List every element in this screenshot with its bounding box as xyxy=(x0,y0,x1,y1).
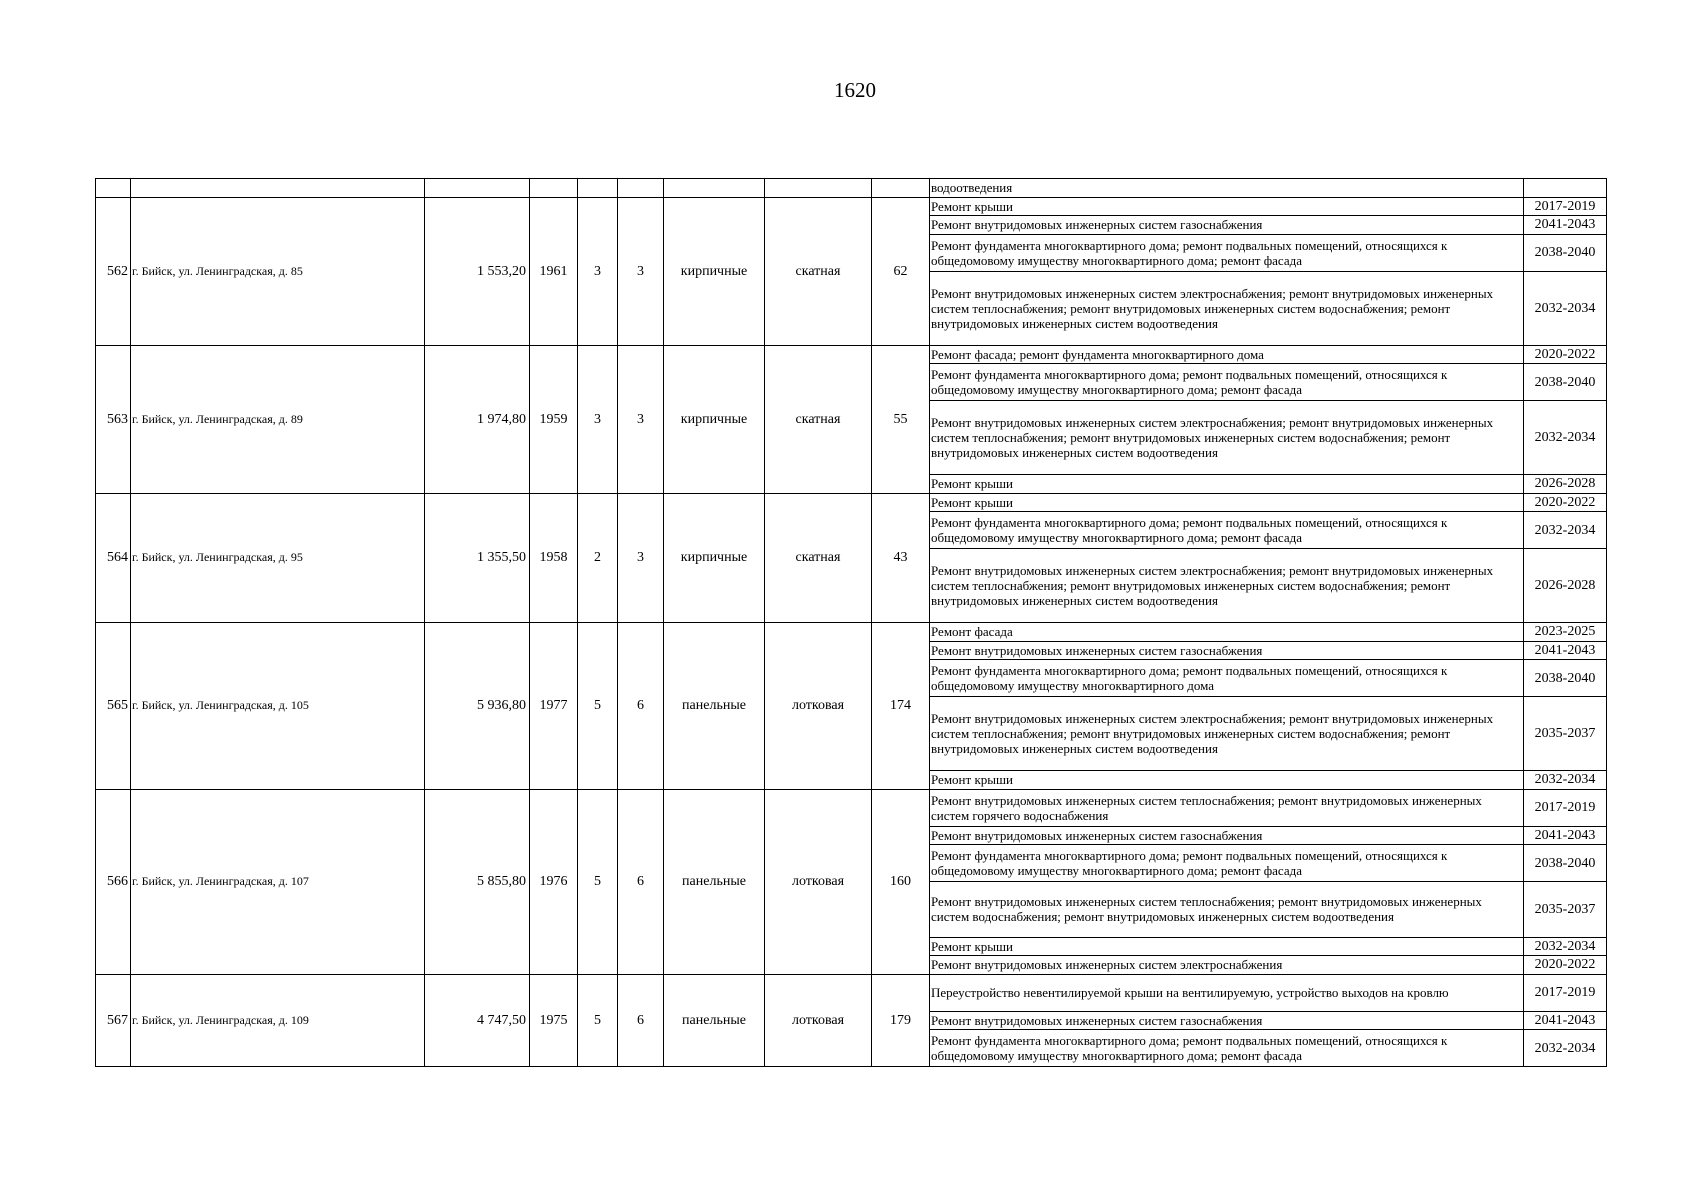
work-cell: Ремонт внутридомовых инженерных систем газоснабжения xyxy=(930,826,1524,845)
work-cell: Ремонт крыши xyxy=(930,493,1524,512)
walls-cell: панельные xyxy=(664,789,765,974)
floors-cell: 3 xyxy=(578,197,618,345)
period-cell: 2032-2034 xyxy=(1524,401,1607,475)
work-cell: Ремонт крыши xyxy=(930,937,1524,956)
period-cell: 2038-2040 xyxy=(1524,234,1607,271)
roof-cell: скатная xyxy=(765,345,872,493)
empty-cell xyxy=(765,179,872,198)
table-row xyxy=(96,345,1607,364)
capital-repair-table xyxy=(95,178,1607,1067)
work-cell: Ремонт фасада; ремонт фундамента многоквартирного дома xyxy=(930,345,1524,364)
address-cell: г. Бийск, ул. Ленинградская, д. 109 xyxy=(131,974,425,1067)
entrances-cell: 6 xyxy=(618,789,664,974)
area-cell: 4 747,50 xyxy=(425,974,530,1067)
address-cell: г. Бийск, ул. Ленинградская, д. 107 xyxy=(131,789,425,974)
walls-cell: кирпичные xyxy=(664,197,765,345)
area-cell: 1 553,20 xyxy=(425,197,530,345)
period-cell: 2032-2034 xyxy=(1524,512,1607,549)
empty-cell xyxy=(872,179,930,198)
address-cell: г. Бийск, ул. Ленинградская, д. 105 xyxy=(131,623,425,790)
work-cell: Ремонт фундамента многоквартирного дома; ремонт подвальных помещений, относящихся к общедомовому имуществу многоквартирного дома; ремонт фасада xyxy=(930,512,1524,549)
walls-cell: панельные xyxy=(664,974,765,1067)
empty-cell xyxy=(618,179,664,198)
period-cell: 2020-2022 xyxy=(1524,956,1607,975)
residents-cell: 62 xyxy=(872,197,930,345)
work-cell: Ремонт фасада xyxy=(930,623,1524,642)
work-cell: Ремонт внутридомовых инженерных систем электроснабжения xyxy=(930,956,1524,975)
period-cell: 2032-2034 xyxy=(1524,271,1607,345)
work-cell: Ремонт фундамента многоквартирного дома; ремонт подвальных помещений, относящихся к общедомовому имуществу многоквартирного дома; ремонт фасада xyxy=(930,1030,1524,1067)
year-cell: 1959 xyxy=(530,345,578,493)
roof-cell: скатная xyxy=(765,197,872,345)
row-number: 567 xyxy=(96,974,131,1067)
residents-cell: 43 xyxy=(872,493,930,623)
period-cell: 2023-2025 xyxy=(1524,623,1607,642)
floors-cell: 2 xyxy=(578,493,618,623)
row-number: 563 xyxy=(96,345,131,493)
row-number: 566 xyxy=(96,789,131,974)
period-cell: 2038-2040 xyxy=(1524,660,1607,697)
work-cell: Ремонт внутридомовых инженерных систем электроснабжения; ремонт внутридомовых инженерных систем теплоснабжения; ремонт внутридомовых инженерных систем водоснабжения; ремонт внутридомовых инженерных систем водоотведения xyxy=(930,401,1524,475)
address-cell: г. Бийск, ул. Ленинградская, д. 85 xyxy=(131,197,425,345)
area-cell: 5 855,80 xyxy=(425,789,530,974)
period-cell: 2032-2034 xyxy=(1524,1030,1607,1067)
walls-cell: кирпичные xyxy=(664,493,765,623)
entrances-cell: 3 xyxy=(618,493,664,623)
residents-cell: 55 xyxy=(872,345,930,493)
period-cell: 2038-2040 xyxy=(1524,845,1607,882)
work-cell: Ремонт внутридомовых инженерных систем теплоснабжения; ремонт внутридомовых инженерных систем водоснабжения; ремонт внутридомовых инженерных систем водоотведения xyxy=(930,882,1524,938)
work-cell: Ремонт внутридомовых инженерных систем газоснабжения xyxy=(930,641,1524,660)
address-cell: г. Бийск, ул. Ленинградская, д. 95 xyxy=(131,493,425,623)
period-cell: 2038-2040 xyxy=(1524,364,1607,401)
floors-cell: 5 xyxy=(578,623,618,790)
work-cell: Переустройство невентилируемой крыши на вентилируемую, устройство выходов на кровлю xyxy=(930,974,1524,1011)
period-cell: 2032-2034 xyxy=(1524,771,1607,790)
work-cell: Ремонт фундамента многоквартирного дома; ремонт подвальных помещений, относящихся к общедомовому имуществу многоквартирного дома xyxy=(930,660,1524,697)
work-cell: Ремонт внутридомовых инженерных систем электроснабжения; ремонт внутридомовых инженерных систем теплоснабжения; ремонт внутридомовых инженерных систем водоснабжения; ремонт внутридомовых инженерных систем водоотведения xyxy=(930,271,1524,345)
period-cell: 2041-2043 xyxy=(1524,216,1607,235)
address-cell: г. Бийск, ул. Ленинградская, д. 89 xyxy=(131,345,425,493)
period-cell: 2035-2037 xyxy=(1524,882,1607,938)
roof-cell: скатная xyxy=(765,493,872,623)
row-number: 562 xyxy=(96,197,131,345)
year-cell: 1961 xyxy=(530,197,578,345)
work-cell: Ремонт крыши xyxy=(930,771,1524,790)
year-cell: 1975 xyxy=(530,974,578,1067)
period-cell: 2017-2019 xyxy=(1524,197,1607,216)
period-cell: 2041-2043 xyxy=(1524,1011,1607,1030)
work-cell: Ремонт фундамента многоквартирного дома; ремонт подвальных помещений, относящихся к общедомовому имуществу многоквартирного дома; ремонт фасада xyxy=(930,845,1524,882)
table-row xyxy=(96,974,1607,1011)
empty-cell xyxy=(664,179,765,198)
period-cell: 2041-2043 xyxy=(1524,826,1607,845)
table-row xyxy=(96,789,1607,826)
year-cell: 1976 xyxy=(530,789,578,974)
floors-cell: 5 xyxy=(578,974,618,1067)
residents-cell: 160 xyxy=(872,789,930,974)
roof-cell: лотковая xyxy=(765,974,872,1067)
period-cell: 2032-2034 xyxy=(1524,937,1607,956)
work-cell: Ремонт фундамента многоквартирного дома; ремонт подвальных помещений, относящихся к общедомовому имуществу многоквартирного дома; ремонт фасада xyxy=(930,364,1524,401)
work-cell: Ремонт внутридомовых инженерных систем электроснабжения; ремонт внутридомовых инженерных систем теплоснабжения; ремонт внутридомовых инженерных систем водоснабжения; ремонт внутридомовых инженерных систем водоотведения xyxy=(930,549,1524,623)
entrances-cell: 6 xyxy=(618,974,664,1067)
residents-cell: 174 xyxy=(872,623,930,790)
row-number: 565 xyxy=(96,623,131,790)
entrances-cell: 6 xyxy=(618,623,664,790)
period-cell: 2035-2037 xyxy=(1524,697,1607,771)
work-cell: Ремонт фундамента многоквартирного дома; ремонт подвальных помещений, относящихся к общедомовому имуществу многоквартирного дома; ремонт фасада xyxy=(930,234,1524,271)
period-cell: 2020-2022 xyxy=(1524,493,1607,512)
work-cell: водоотведения xyxy=(930,179,1524,198)
page-number: 1620 xyxy=(834,78,876,102)
area-cell: 1 974,80 xyxy=(425,345,530,493)
table-row xyxy=(96,197,1607,216)
empty-cell xyxy=(96,179,131,198)
walls-cell: панельные xyxy=(664,623,765,790)
period-cell: 2017-2019 xyxy=(1524,974,1607,1011)
walls-cell: кирпичные xyxy=(664,345,765,493)
period-cell: 2026-2028 xyxy=(1524,549,1607,623)
floors-cell: 3 xyxy=(578,345,618,493)
table-body xyxy=(96,179,1607,1067)
empty-cell xyxy=(131,179,425,198)
work-cell: Ремонт внутридомовых инженерных систем газоснабжения xyxy=(930,1011,1524,1030)
year-cell: 1977 xyxy=(530,623,578,790)
period-cell xyxy=(1524,179,1607,198)
table-row xyxy=(96,493,1607,512)
carryover-row xyxy=(96,179,1607,198)
entrances-cell: 3 xyxy=(618,197,664,345)
empty-cell xyxy=(578,179,618,198)
area-cell: 5 936,80 xyxy=(425,623,530,790)
empty-cell xyxy=(425,179,530,198)
year-cell: 1958 xyxy=(530,493,578,623)
period-cell: 2026-2028 xyxy=(1524,475,1607,494)
work-cell: Ремонт внутридомовых инженерных систем электроснабжения; ремонт внутридомовых инженерных систем теплоснабжения; ремонт внутридомовых инженерных систем водоснабжения; ремонт внутридомовых инженерных систем водоотведения xyxy=(930,697,1524,771)
table-row xyxy=(96,623,1607,642)
roof-cell: лотковая xyxy=(765,623,872,790)
area-cell: 1 355,50 xyxy=(425,493,530,623)
work-cell: Ремонт внутридомовых инженерных систем газоснабжения xyxy=(930,216,1524,235)
row-number: 564 xyxy=(96,493,131,623)
work-cell: Ремонт крыши xyxy=(930,197,1524,216)
entrances-cell: 3 xyxy=(618,345,664,493)
floors-cell: 5 xyxy=(578,789,618,974)
work-cell: Ремонт внутридомовых инженерных систем теплоснабжения; ремонт внутридомовых инженерных систем горячего водоснабжения xyxy=(930,789,1524,826)
empty-cell xyxy=(530,179,578,198)
period-cell: 2041-2043 xyxy=(1524,641,1607,660)
residents-cell: 179 xyxy=(872,974,930,1067)
period-cell: 2020-2022 xyxy=(1524,345,1607,364)
period-cell: 2017-2019 xyxy=(1524,789,1607,826)
work-cell: Ремонт крыши xyxy=(930,475,1524,494)
roof-cell: лотковая xyxy=(765,789,872,974)
